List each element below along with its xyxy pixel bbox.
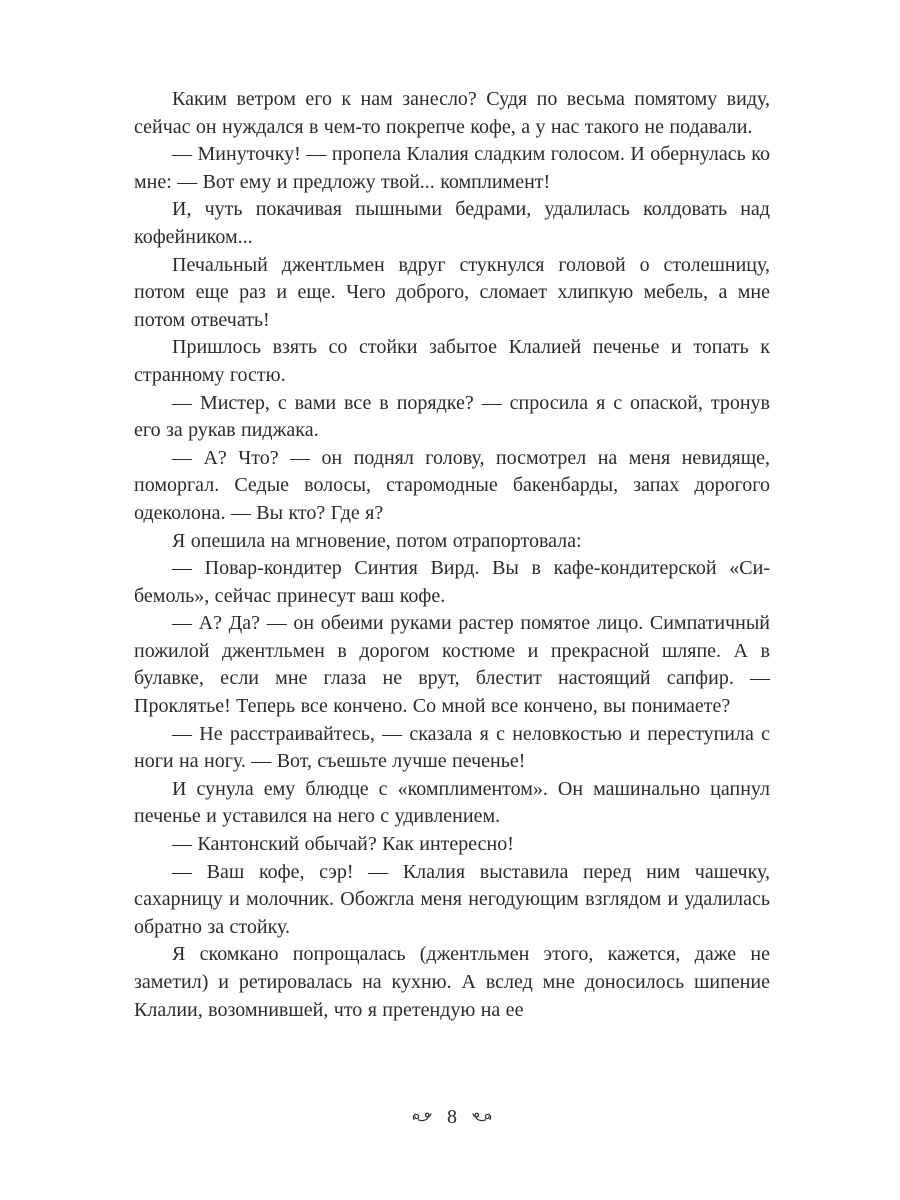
- paragraph: — Минуточку! — пропела Клалия сладким голосом. И обернулась ко мне: — Вот ему и предложу твой... комплимент!: [134, 143, 770, 193]
- paragraph: Я скомкано попрощалась (джентльмен этого, кажется, даже не заметил) и ретировалась на кухню. А вслед мне доносилось шипение Клалии, возомнившей, что я претендую на ее: [134, 943, 770, 1021]
- fleuron-right-icon: [471, 1110, 493, 1123]
- paragraph: — Мистер, с вами все в порядке? — спросила я с опаской, тронув его за рукав пиджака.: [134, 391, 770, 442]
- paragraph: И, чуть покачивая пышными бедрами, удалилась колдовать над кофейником...: [134, 198, 770, 248]
- fleuron-left-icon: [411, 1110, 433, 1123]
- page-number: 8: [447, 1105, 457, 1128]
- body-text: [134, 86, 770, 1024]
- paragraph: Печальный джентльмен вдруг стукнулся головой о столешницу, потом еще раз и еще. Чего доброго, сломает хлипкую мебель, а мне потом отвечать!: [134, 253, 770, 331]
- paragraph: Каким ветром его к нам занесло? Судя по весьма помятому виду, сейчас он нуждался в чем-то покрепче кофе, а у нас такого не подавали.: [134, 88, 770, 138]
- paragraph: — Повар-кондитер Синтия Вирд. Вы в кафе-кондитерской «Си-бемоль», сейчас принесут ваш кофе.: [134, 557, 770, 607]
- paragraph: — А? Что? — он поднял голову, посмотрел на меня невидяще, поморгал. Седые волосы, старомодные бакенбарды, запах дорогого одеколона. — Вы кто? Где я?: [134, 446, 770, 524]
- paragraph: И сунула ему блюдце с «комплиментом». Он машинально цапнул печенье и уставился на него с удивлением.: [134, 777, 770, 828]
- paragraph: Я опешила на мгновение, потом отрапортовала:: [172, 529, 582, 552]
- paragraph: — Ваш кофе, сэр! — Клалия выставила перед ним чашечку, сахарницу и молочник. Обожгла меня негодующим взглядом и удалилась обратно за стойку.: [134, 860, 770, 938]
- page-footer: [134, 1106, 770, 1129]
- paragraph: — Кантонский обычай? Как интересно!: [172, 833, 514, 856]
- paragraph: — Не расстраивайтесь, — сказала я с неловкостью и переступила с ноги на ногу. — Вот, съешьте лучше печенье!: [134, 722, 770, 773]
- paragraph: — А? Да? — он обеими руками растер помятое лицо. Симпатичный пожилой джентльмен в дорогом костюме и прекрасной шляпе. А в булавке, если мне глаза не врут, блестит настоящий сапфир. — Проклятье! Теперь все кончено. Со мной все кончено, вы понимаете?: [134, 612, 770, 718]
- paragraph: Пришлось взять со стойки забытое Клалией печенье и топать к странному гостю.: [134, 336, 770, 386]
